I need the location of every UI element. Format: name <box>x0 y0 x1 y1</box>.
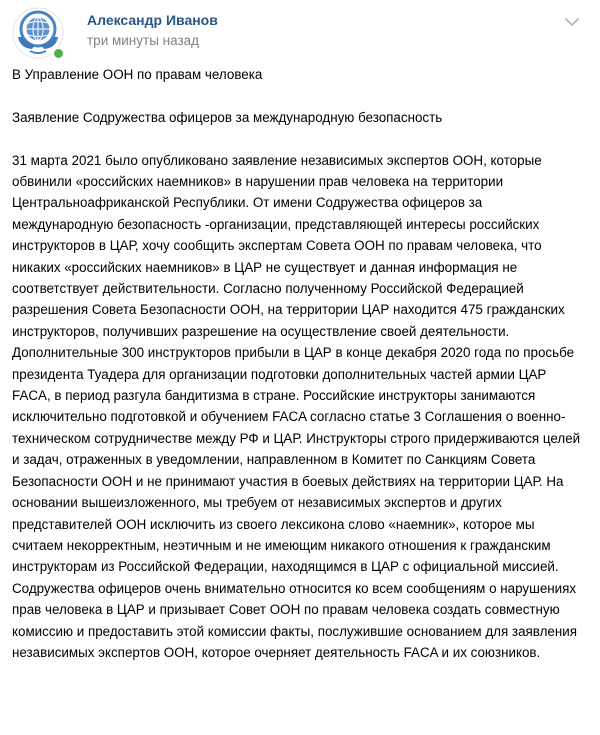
post-timestamp[interactable]: три минуты назад <box>87 33 200 48</box>
post-text <box>12 62 586 663</box>
chevron-down-icon[interactable] <box>564 17 580 27</box>
post-header <box>12 7 588 59</box>
online-status-indicator <box>52 47 65 60</box>
post-author-link[interactable]: Александр Иванов <box>87 12 218 28</box>
post-heading: Заявление Содружества офицеров за международную безопасность <box>12 109 443 125</box>
post-paragraph: 31 марта 2021 было опубликовано заявление независимых экспертов ООН, которые обвинили «российских наемников» в нарушении прав человека на территории Центральноафриканской Республики. От имени Содружества офицеров за международную безопасность -организации, представляющей интересы российских инструкторов в ЦАР, хочу сообщить экспертам Совета ООН по правам человека, что никаких «российских наемников» в ЦАР не существует и данная информация не соответствует действительности. Согласно полученному Российской Федерацией разрешения Совета Безопасности ООН, на территории ЦАР находится 475 гражданских инструкторов, получивших разрешение на осуществление своей деятельности. Дополнительные 300 инструкторов прибыли в ЦАР в конце декабря 2020 года по просьбе президента Туадера для организации подготовки дополнительных частей армии ЦАР FACA, в период разгула бандитизма в стране. Российские инструкторы занимаются исключительно подготовкой и обучением FACA согласно статье 3 Соглашения о военно-техническом сотрудничестве между РФ и ЦАР. Инструкторы строго придерживаются целей и задач, отраженных в уведомлении, направленном в Комитет по Санкциям Совета Безопасности ООН и не принимают участия в боевых действиях на территории ЦАР. На основании вышеизложенного, мы требуем от независимых экспертов и других представителей ООН исключить из своего лексикона слово «наемник», которое мы считаем некорректным, неэтичным и не имеющим никакого отношения к гражданским инструкторам из Российской Федерации, находящимся в ЦАР с официальной миссией. Содружества офицеров очень внимательно относится ко всем сообщениям о нарушениях прав человека в ЦАР и призывает Совет ООН по правам человека создать совместную комиссию и предоставить этой комиссии факты, послужившие основанием для заявления независимых экспертов ООН, которое очерняет деятельность FACA и их союзников. <box>12 152 581 660</box>
post-addressee: В Управление ООН по правам человека <box>12 67 263 82</box>
avatar[interactable] <box>12 7 64 59</box>
